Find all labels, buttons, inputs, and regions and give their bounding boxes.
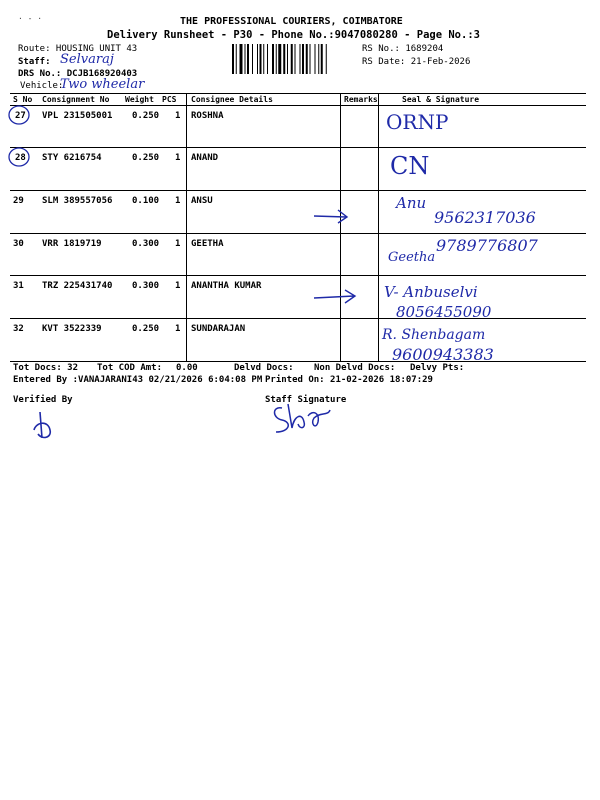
rs-number: RS No.: 1689204 [362, 44, 444, 54]
row-consignee: ROSHNA [191, 111, 224, 121]
row-pcs: 1 [175, 239, 181, 249]
row-consignee: GEETHA [191, 239, 224, 249]
col-consignee: Consignee Details [191, 95, 273, 104]
handwritten-signature: Geetha [388, 250, 436, 265]
delivered-docs: Delvd Docs: [234, 363, 294, 373]
vehicle-label: Vehicle: [20, 81, 64, 91]
arrow-icon [312, 206, 352, 226]
row-consignee: ANAND [191, 153, 219, 163]
col-remarks: Remarks [344, 95, 378, 104]
handwritten-remark: CN [390, 152, 430, 180]
verifier-signature [30, 408, 60, 442]
table-row [10, 147, 586, 189]
runsheet-subtitle: Delivery Runsheet - P30 - Phone No.:9047080280 - Page No.:3 [107, 29, 480, 41]
table-bottom-rule [10, 361, 586, 362]
row-pcs: 1 [175, 111, 181, 121]
scan-marks: · - · [18, 14, 43, 23]
verified-by-label: Verified By [13, 395, 73, 405]
handwritten-phone: 9562317036 [434, 208, 536, 227]
handwritten-signature: Anu [396, 194, 427, 212]
vehicle-handwriting: Two wheelar [60, 77, 145, 92]
handwritten-phone: 9789776807 [436, 236, 538, 255]
table-row [10, 275, 586, 317]
row-sno: 30 [13, 239, 24, 249]
total-docs: Tot Docs: 32 [13, 363, 79, 373]
row-sno: 31 [13, 281, 24, 291]
total-cod-amount: 0.00 [176, 363, 198, 373]
col-seal: Seal & Signature [402, 95, 480, 104]
col-consignment: Consignment No [42, 95, 110, 104]
handwritten-signature: R. Shenbagam [382, 327, 486, 343]
company-title: THE PROFESSIONAL COURIERS, COIMBATORE [180, 16, 403, 27]
row-pcs: 1 [175, 196, 181, 206]
row-consignment: STY 6216754 [42, 153, 102, 163]
row-consignee: ANANTHA KUMAR [191, 281, 262, 291]
table-row [10, 318, 586, 360]
row-sno: 28 [15, 153, 26, 163]
row-consignee: ANSU [191, 196, 213, 206]
handwritten-remark: ORNP [386, 110, 449, 134]
non-delivered-docs: Non Delvd Docs: [314, 363, 396, 373]
row-weight: 0.100 [132, 196, 160, 206]
row-sno: 29 [13, 196, 24, 206]
drs-number: DRS No.: DCJB168920403 [18, 69, 138, 79]
row-sno: 27 [15, 111, 26, 121]
row-weight: 0.250 [132, 153, 160, 163]
col-sno: S No [13, 95, 33, 104]
row-consignment: SLM 389557056 [42, 196, 113, 206]
row-pcs: 1 [175, 153, 181, 163]
barcode [232, 44, 356, 74]
row-weight: 0.250 [132, 111, 160, 121]
row-sno: 32 [13, 324, 24, 334]
circle-mark-27 [7, 104, 33, 126]
row-weight: 0.300 [132, 239, 160, 249]
delivery-points: Delvy Pts: [410, 363, 465, 373]
row-pcs: 1 [175, 324, 181, 334]
circle-mark-28 [7, 146, 33, 168]
handwritten-phone: 8056455090 [396, 303, 492, 321]
row-consignment: TRZ 225431740 [42, 281, 113, 291]
route-text: Route: HOUSING UNIT 43 [18, 44, 138, 54]
row-consignment: KVT 3522339 [42, 324, 102, 334]
staff-handwriting: Selvaraj [60, 52, 114, 67]
staff-signature-label: Staff Signature [265, 395, 347, 405]
row-consignee: SUNDARAJAN [191, 324, 246, 334]
arrow-icon [312, 288, 360, 308]
rs-date: RS Date: 21-Feb-2026 [362, 57, 471, 67]
staff-signature [268, 398, 338, 438]
handwritten-phone: 9600943383 [392, 345, 494, 364]
col-weight: Weight [125, 95, 154, 104]
table-row [10, 105, 586, 147]
row-consignment: VPL 231505001 [42, 111, 113, 121]
col-pcs: PCS [162, 95, 177, 104]
printed-on: Printed On: 21-02-2026 18:07:29 [265, 375, 433, 385]
row-consignment: VRR 1819719 [42, 239, 102, 249]
total-cod-label: Tot COD Amt: [97, 363, 163, 373]
row-weight: 0.300 [132, 281, 160, 291]
staff-label: Staff: [18, 57, 51, 67]
handwritten-signature: V- Anbuselvi [384, 283, 478, 301]
entered-by: Entered By :VANAJARANI43 02/21/2026 6:04:08 PM [13, 375, 263, 385]
table-top-rule [10, 93, 586, 94]
row-pcs: 1 [175, 281, 181, 291]
row-weight: 0.250 [132, 324, 160, 334]
